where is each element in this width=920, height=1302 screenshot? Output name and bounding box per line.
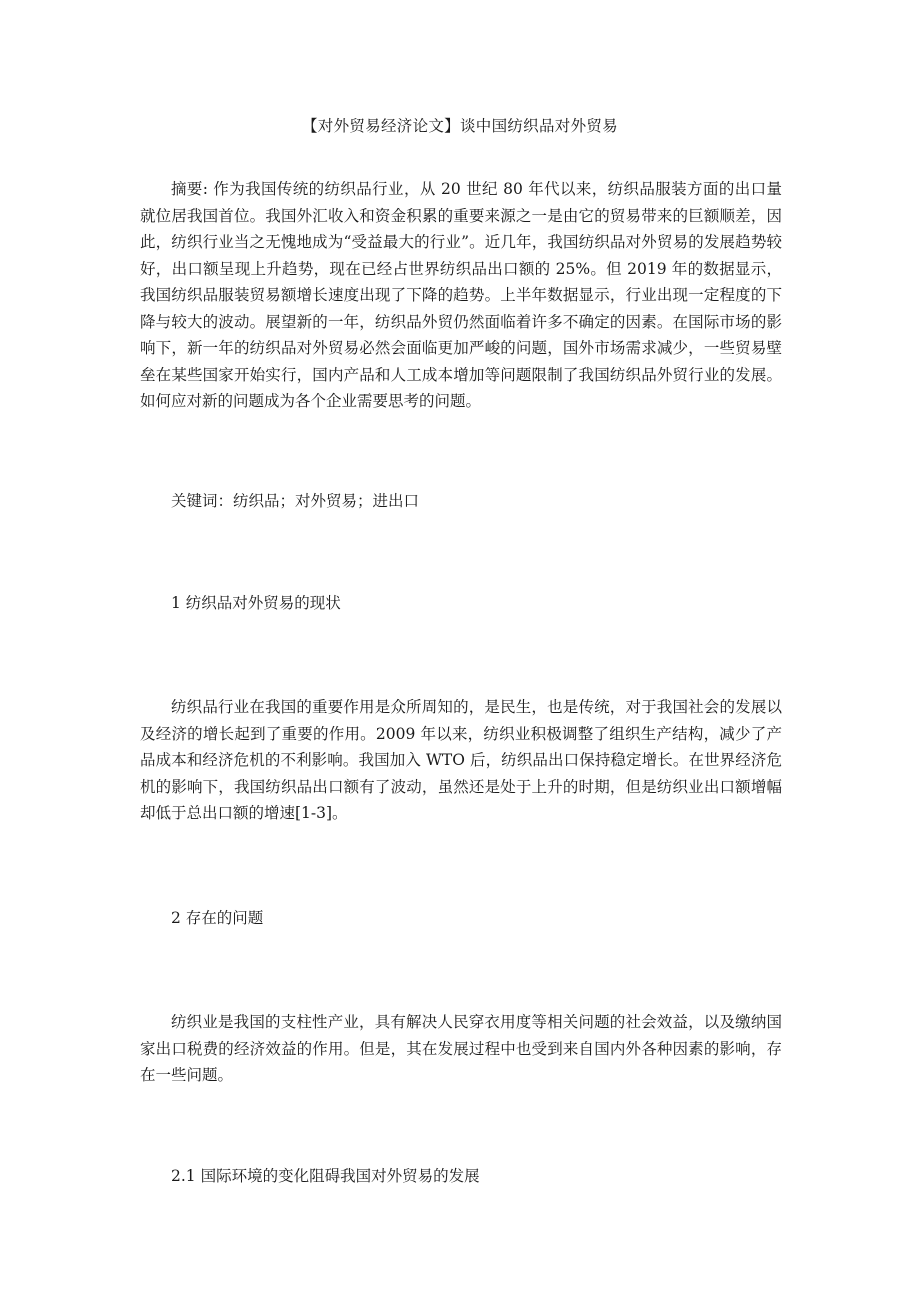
section-1-heading: 1 纺织品对外贸易的现状 xyxy=(171,594,341,612)
section-2-paragraph: 纺织业是我国的支柱性产业，具有解决人民穿衣用度等相关问题的社会效益，以及缴纳国家出口税费的经济效益的作用。但是，其在发展过程中也受到来自国内外各种因素的影响，存在一些问题。 xyxy=(140,1013,782,1084)
section-2-heading: 2 存在的问题 xyxy=(171,909,264,927)
abstract-paragraph: 摘要: 作为我国传统的纺织品行业，从 20 世纪 80 年代以来，纺织品服装方面的出口量就位居我国首位。我国外汇收入和资金积累的重要来源之一是由它的贸易带来的巨额顺差，因此，纺织行业当之无愧地成为“受益最大的行业”。近几年，我国纺织品对外贸易的发展趋势较好，出口额呈现上升趋势，现在已经占世界纺织品出口额的 25%。但 2019 年的数据显示，我国纺织品服装贸易额增长速度出现了下降的趋势。上半年数据显示，行业出现一定程度的下降与较大的波动。展望新的一年，纺织品外贸仍然面临着许多不确定的因素。在国际市场的影响下，新一年的纺织品对外贸易必然会面临更加严峻的问题，国外市场需求减少，一些贸易壁垒在某些国家开始实行，国内产品和人工成本增加等问题限制了我国纺织品外贸行业的发展。如何应对新的问题成为各个企业需要思考的问题。 xyxy=(140,180,782,410)
document-title: 【对外贸易经济论文】谈中国纺织品对外贸易 xyxy=(301,117,618,135)
section-1-paragraph: 纺织品行业在我国的重要作用是众所周知的，是民生，也是传统，对于我国社会的发展以及经济的增长起到了重要的作用。2009 年以来，纺织业积极调整了组织生产结构，减少了产品成本和经济危机的不利影响。我国加入 WTO 后，纺织品出口保持稳定增长。在世界经济危机的影响下，我国纺织品出口额有了波动，虽然还是处于上升的时期，但是纺织业出口额增幅却低于总出口额的增速[1-3]。 xyxy=(140,698,782,822)
section-2-1-heading: 2.1 国际环境的变化阻碍我国对外贸易的发展 xyxy=(171,1167,480,1185)
keywords-paragraph: 关键词：纺织品；对外贸易；进出口 xyxy=(171,492,420,510)
